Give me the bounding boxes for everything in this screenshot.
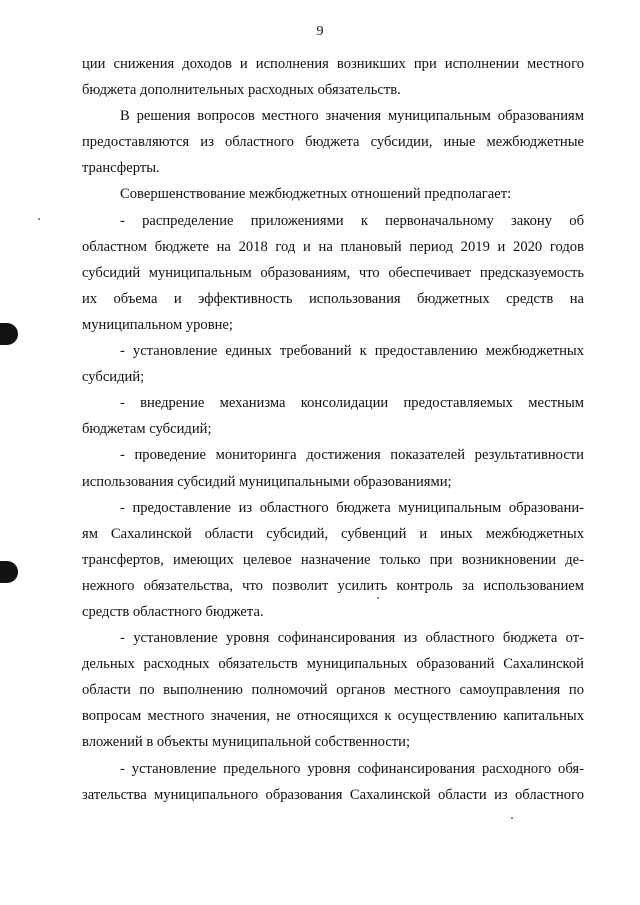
body-text — [82, 51, 584, 808]
text-line: трансфертов, имеющих целевое назначение только при возникновении де- — [82, 551, 584, 568]
scan-speck — [377, 597, 379, 599]
text-line: предоставляются из областного бюджета субсидии, иные межбюджетные — [82, 134, 584, 151]
scan-speck — [511, 817, 513, 819]
text-line: - предоставление из областного бюджета муниципальным образовани- — [120, 499, 584, 516]
text-line: нежного обязательства, что позволит усилить контроль за использованием — [82, 577, 584, 594]
text-line: - распределение приложениями к первоначальному закону об — [120, 212, 584, 229]
text-line: бюджета дополнительных расходных обязательств. — [82, 82, 401, 99]
text-line: областном бюджете на 2018 год и на плановый период 2019 и 2020 годов — [82, 238, 584, 255]
text-line: зательства муниципального образования Сахалинской области из областного — [82, 786, 584, 803]
text-line: трансферты. — [82, 160, 160, 177]
text-line: их объема и эффективность использования бюджетных средств на — [82, 290, 584, 307]
text-line: использования субсидий муниципальными образованиями; — [82, 473, 452, 490]
text-line: области по выполнению полномочий органов местного самоуправления по — [82, 682, 584, 699]
text-line: - внедрение механизма консолидации предоставляемых местным — [120, 395, 584, 412]
scan-speck — [38, 218, 40, 220]
text-line: - установление единых требований к предоставлению межбюджетных — [120, 343, 584, 360]
text-line: - проведение мониторинга достижения показателей результативности — [120, 447, 584, 464]
text-line: вопросам местного значения, не относящихся к осуществлению капитальных — [82, 708, 584, 725]
text-line: ям Сахалинской области субсидий, субвенций и иных межбюджетных — [82, 525, 584, 542]
text-line: средств областного бюджета. — [82, 603, 264, 620]
text-line: муниципальном уровне; — [82, 316, 233, 333]
text-line: субсидий; — [82, 369, 145, 386]
text-line: - установление уровня софинансирования из областного бюджета от- — [120, 630, 584, 647]
text-line: Совершенствование межбюджетных отношений предполагает: — [120, 186, 512, 203]
binder-hole-top — [0, 323, 18, 345]
text-line: вложений в объекты муниципальной собственности; — [82, 734, 411, 751]
text-line: дельных расходных обязательств муниципальных образований Сахалинской — [82, 656, 584, 673]
text-line: В решения вопросов местного значения муниципальным образованиям — [120, 108, 584, 125]
text-line: ции снижения доходов и исполнения возникших при исполнении местного — [82, 56, 584, 72]
text-line: субсидий муниципальным образованиям, что обеспечивает предсказуемость — [82, 264, 584, 281]
binder-hole-bottom — [0, 561, 18, 583]
page-number: 9 — [316, 24, 324, 39]
text-line: бюджетам субсидий; — [82, 421, 212, 438]
text-line: - установление предельного уровня софинансирования расходного обя- — [120, 760, 584, 777]
